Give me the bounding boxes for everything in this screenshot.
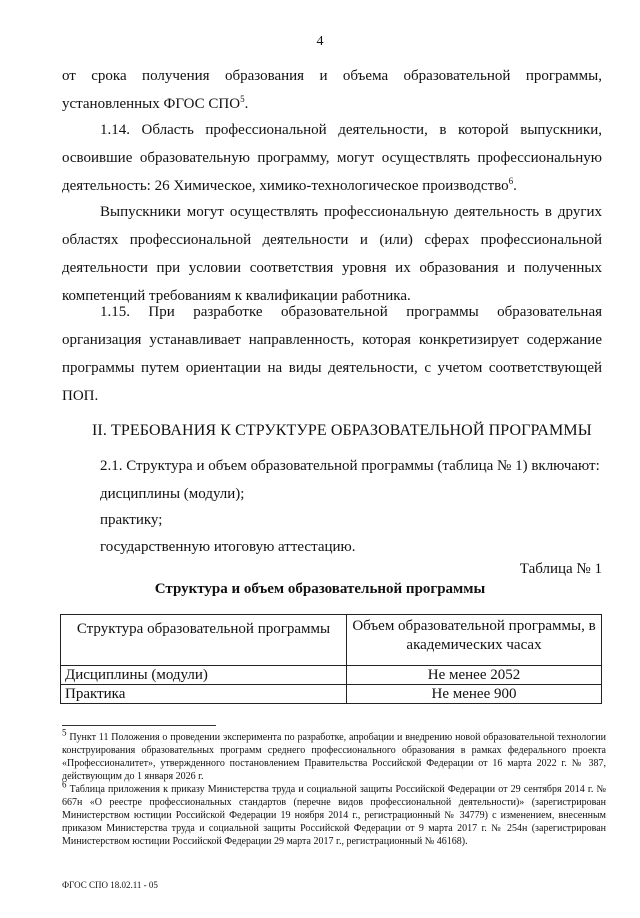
footnote-text: Таблица приложения к приказу Министерства труда и социальной защиты Российской Федерации от 29 сентября 2014 г. № 667н «О реестре профессиональных стандартов (перечне видов профессиональной деятельности)» (зарегистрирован Министерством юстиции Российской Федерации 19 ноября 2014 г., регистрационный № 34779) с изменением, внесенным приказом Министерства труда и социальной защиты Российской Федерации от 9 марта 2017 г. № 254н (зарегистрирован Министерством юстиции Российской Федерации 29 марта 2017 г., регистрационный № 46168). (62, 784, 607, 847)
paragraph-graduates: Выпускники могут осуществлять профессиональную деятельность в других областях профессиональной деятельности и (или) сферах профессиональной деятельности при условии соответствия уровня их образования и полученных компетенций требованиям к квалификации работника. (62, 204, 602, 304)
table-cell: Практика (61, 685, 347, 704)
list-item: дисциплины (модули); (100, 486, 245, 502)
paragraph-1-14 (62, 116, 602, 200)
structure-table (60, 614, 602, 704)
table-header-cell: Объем образовательной программы, в академических часах (347, 615, 602, 666)
section-heading: II. ТРЕБОВАНИЯ К СТРУКТУРЕ ОБРАЗОВАТЕЛЬНОЙ ПРОГРАММЫ (92, 422, 592, 439)
table-title: Структура и объем образовательной программы (154, 581, 486, 597)
paragraph-1 (62, 62, 602, 118)
footnote-5 (62, 727, 607, 783)
table-row (61, 685, 602, 704)
table-cell: Дисциплины (модули) (61, 666, 347, 685)
table-cell: Не менее 2052 (347, 666, 602, 685)
paragraph-1-15: 1.15. При разработке образовательной программы образовательная организация устанавливает направленность, которая конкретизирует содержание программы путем ориентации на виды деятельности, с учетом соответствующей ПОП. (62, 304, 602, 404)
paragraph-1-line-1: от срока получения образования и объема образовательной программы, (62, 68, 602, 84)
table-number: Таблица № 1 (519, 561, 602, 577)
footnote-text: Пункт 11 Положения о проведении эксперимента по разработке, апробации и внедрению новой образовательной технологии конструирования образовательных программ среднего профессионального образования в рамках федерального проекта «Профессионалитет», утвержденного постановлением Правительства Российской Федерации от 16 марта 2022 г. № 387, действующим до 1 января 2026 г. (62, 732, 607, 782)
footnote-ref-6: 6 (508, 176, 514, 186)
paragraph-1-14-end: . (513, 178, 517, 194)
table-header-row (61, 615, 602, 666)
table-cell: Не менее 900 (347, 685, 602, 704)
footnote-ref-5: 5 (240, 94, 245, 104)
list-item: практику; (100, 512, 163, 528)
paragraph-2-1: 2.1. Структура и объем образовательной программы (таблица № 1) включают: (100, 458, 600, 474)
paragraph-1-end: . (244, 96, 249, 112)
paragraph-1-line-2 (62, 90, 602, 118)
footnote-marker: 6 (62, 779, 67, 790)
paragraph-1-14-text: 1.14. Область профессиональной деятельности, в которой выпускники, освоившие образовательную программу, могут осуществлять профессиональную деятельность: 26 Химическое, химико-технологическое производство (62, 122, 602, 194)
footnote-marker: 5 (62, 727, 67, 738)
footnote-divider (62, 725, 216, 726)
table-header-cell: Структура образовательной программы (61, 615, 347, 666)
list-item: государственную итоговую аттестацию. (100, 539, 356, 555)
paragraph-1-text: установленных ФГОС СПО (62, 96, 241, 112)
document-footer: ФГОС СПО 18.02.11 - 05 (62, 880, 158, 890)
table-row (61, 666, 602, 685)
footnote-6 (62, 779, 607, 848)
page-number: 4 (316, 34, 324, 49)
